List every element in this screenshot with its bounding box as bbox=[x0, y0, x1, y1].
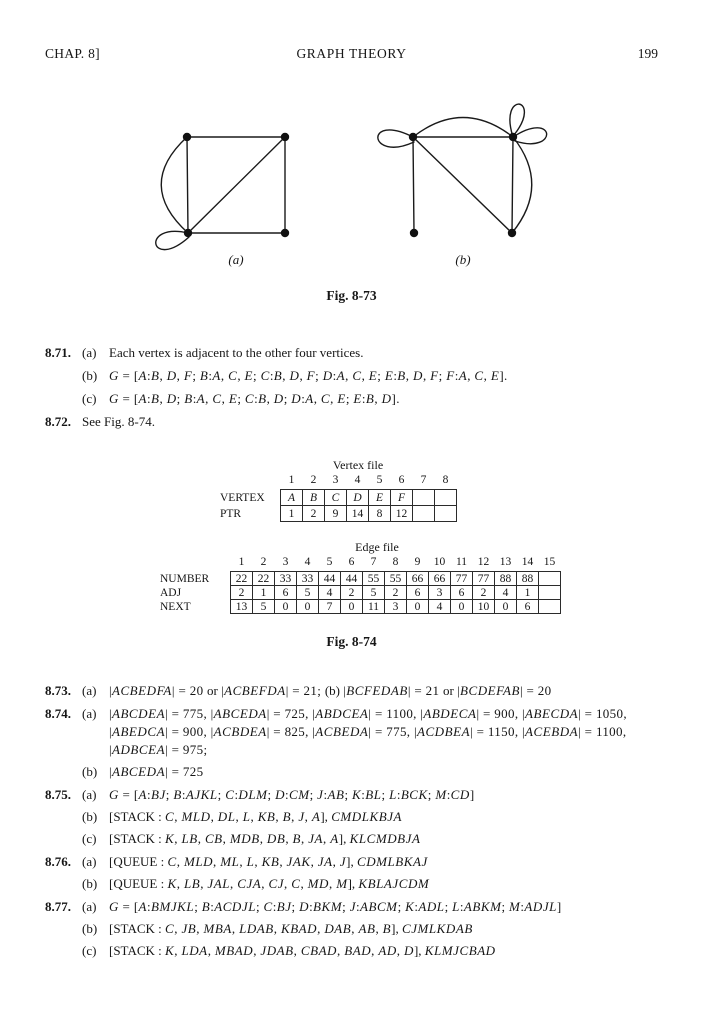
table-cell: 3 bbox=[385, 600, 407, 614]
table-corner bbox=[150, 556, 231, 572]
part-label: (c) bbox=[82, 391, 97, 406]
table-cell: 9 bbox=[325, 506, 347, 522]
roman-text: ], bbox=[320, 809, 332, 824]
roman-text: [STACK : bbox=[109, 809, 166, 824]
table-cell: 4 bbox=[495, 586, 517, 600]
column-index: 1 bbox=[238, 556, 245, 568]
problem-number: 8.76. bbox=[45, 854, 71, 869]
table-cell bbox=[413, 506, 435, 522]
math-text: |BCDEFAB| = 20 bbox=[457, 683, 552, 698]
table-cell: 77 bbox=[451, 572, 473, 586]
roman-text: ], bbox=[413, 943, 425, 958]
column-index: 11 bbox=[455, 556, 468, 568]
math-text: C, MLD, ML, L, KB, JAK, JA, J bbox=[167, 854, 347, 869]
answer-text bbox=[82, 808, 667, 826]
math-text: K, LDA, MBAD, JDAB, CBAD, BAD, AD, D bbox=[165, 943, 414, 958]
table-cell: 66 bbox=[429, 572, 451, 586]
table-cell bbox=[413, 490, 435, 506]
problem-number bbox=[45, 875, 82, 893]
part-label: (a) bbox=[82, 683, 97, 698]
table-cell: 5 bbox=[363, 586, 385, 600]
problem-number bbox=[45, 808, 82, 826]
answer-text bbox=[82, 763, 667, 781]
roman-text: ], bbox=[338, 831, 350, 846]
table-cell: 44 bbox=[341, 572, 363, 586]
answer-item bbox=[45, 705, 667, 781]
table-cell: 0 bbox=[275, 600, 297, 614]
column-index: 2 bbox=[310, 474, 317, 486]
math-text: |BCFEDAB| = 21 bbox=[343, 683, 443, 698]
column-index: 7 bbox=[370, 556, 377, 568]
table-cell: 0 bbox=[451, 600, 473, 614]
roman-text: ], bbox=[347, 876, 359, 891]
math-text: |ACBEFDA| = 21; bbox=[221, 683, 325, 698]
parallel-edge-top bbox=[413, 118, 513, 138]
problem-number bbox=[45, 367, 82, 384]
column-index: 1 bbox=[288, 474, 295, 486]
table-cell: 6 bbox=[451, 586, 473, 600]
table-cell: 5 bbox=[253, 600, 275, 614]
math-text: CDMLBKAJ bbox=[356, 854, 428, 869]
table-cell: 5 bbox=[297, 586, 319, 600]
math-text: CJMLKDAB bbox=[401, 921, 473, 936]
parallel-edge bbox=[161, 137, 188, 233]
table-cell: 0 bbox=[297, 600, 319, 614]
table-cell: 44 bbox=[319, 572, 341, 586]
table-cell: 10 bbox=[473, 600, 495, 614]
math-text: G = [A:BJ; B:AJKL; C:DLM; D:CM; J:AB; K:BL; L:BCK; M:CD] bbox=[109, 787, 475, 802]
part-label: (c) bbox=[82, 831, 97, 846]
table-cell: 13 bbox=[231, 600, 253, 614]
table-cell: 4 bbox=[319, 586, 341, 600]
math-text: G = [A:BMJKL; B:ACDJL; C:BJ; D:BKM; J:ABCM; K:ADL; L:ABKM; M:ADJL] bbox=[109, 899, 562, 914]
edge-file-table bbox=[150, 556, 561, 614]
math-text: C, JB, MBA, LDAB, KBAD, DAB, AB, B bbox=[165, 921, 392, 936]
answer-text bbox=[82, 367, 662, 384]
answer-row bbox=[45, 920, 667, 938]
row-label: NEXT bbox=[160, 600, 191, 613]
part-label: (b) bbox=[82, 876, 98, 891]
roman-text: Each vertex is adjacent to the other four vertices. bbox=[109, 345, 364, 360]
table-cell bbox=[539, 572, 561, 586]
table-cell: 1 bbox=[517, 586, 539, 600]
table-cell: 66 bbox=[407, 572, 429, 586]
figure-8-73-graphs bbox=[0, 0, 703, 280]
problem-number bbox=[45, 830, 82, 848]
math-text: |ABCDEA| = 775, |ABCEDA| = 725, |ABDCEA| = 1100, |ABDECA| = 900, |ABECDA| = 1050, |ABEDCA| = 900, |ACBDEA| = 825, |ACBEDA| = 775, |ACDBEA| = 1150, |ACEBDA| = 1100, |ADBCEA| = 975; bbox=[109, 706, 627, 757]
table-cell: 88 bbox=[517, 572, 539, 586]
answer-row bbox=[45, 682, 667, 700]
table-cell bbox=[435, 490, 457, 506]
answer-row bbox=[45, 898, 667, 916]
table-cell: 12 bbox=[391, 506, 413, 522]
column-index: 14 bbox=[521, 556, 534, 568]
table-cell: 0 bbox=[495, 600, 517, 614]
problem-number: 8.74. bbox=[45, 706, 71, 721]
answer-item bbox=[45, 682, 667, 700]
table-row bbox=[150, 586, 561, 600]
table-cell: 77 bbox=[473, 572, 495, 586]
answer-row bbox=[45, 942, 667, 960]
table-cell: 2 bbox=[473, 586, 495, 600]
answer-text bbox=[82, 942, 667, 960]
table-cell: E bbox=[369, 490, 391, 506]
math-text: K, LB, JAL, CJA, CJ, C, MD, M bbox=[167, 876, 348, 891]
table-row bbox=[218, 490, 457, 506]
math-text: |ABCEDA| = 725 bbox=[109, 764, 204, 779]
answer-row bbox=[45, 413, 662, 430]
answer-row bbox=[45, 705, 667, 759]
answer-item bbox=[45, 344, 662, 407]
table-cell bbox=[539, 600, 561, 614]
roman-text: [STACK : bbox=[109, 943, 166, 958]
answers-block-top bbox=[45, 344, 662, 436]
row-label: VERTEX bbox=[220, 491, 265, 504]
page-number: 199 bbox=[637, 46, 658, 61]
part-label: (a) bbox=[82, 787, 97, 802]
math-text: KBLAJCDM bbox=[358, 876, 430, 891]
answer-text bbox=[82, 705, 667, 759]
table-cell: 22 bbox=[253, 572, 275, 586]
math-text: G = [A:B, D, F; B:A, C, E; C:B, D, F; D:A, C, E; E:B, D, F; F:A, C, E]. bbox=[109, 368, 508, 383]
problem-number: 8.72. bbox=[45, 414, 71, 429]
answer-row bbox=[45, 344, 662, 361]
table-cell: 8 bbox=[369, 506, 391, 522]
table-cell: 3 bbox=[429, 586, 451, 600]
answer-row bbox=[45, 808, 667, 826]
column-index: 7 bbox=[420, 474, 427, 486]
table-cell: 6 bbox=[275, 586, 297, 600]
problem-number: 8.71. bbox=[45, 345, 71, 360]
answer-item bbox=[45, 853, 667, 893]
problem-number bbox=[45, 390, 82, 407]
column-index: 6 bbox=[398, 474, 405, 486]
part-label: (a) bbox=[82, 706, 97, 721]
figure-8-74-caption: Fig. 8-74 bbox=[326, 634, 377, 649]
table-cell: 88 bbox=[495, 572, 517, 586]
column-index: 5 bbox=[326, 556, 333, 568]
table-row bbox=[218, 506, 457, 522]
graph-a-label: (a) bbox=[228, 252, 244, 267]
roman-text: (b) bbox=[324, 683, 344, 698]
table-row bbox=[150, 572, 561, 586]
roman-text: ], bbox=[391, 921, 402, 936]
graph-a bbox=[156, 133, 289, 250]
part-label: (a) bbox=[82, 854, 97, 869]
roman-text: [QUEUE : bbox=[109, 854, 168, 869]
math-text: G = [A:B, D; B:A, C, E; C:B, D; D:A, C, E; E:B, D]. bbox=[109, 391, 400, 406]
math-text: C, MLD, DL, L, KB, B, J, A bbox=[165, 809, 321, 824]
math-text: K, LB, CB, MDB, DB, B, JA, A bbox=[165, 831, 339, 846]
table-cell: 4 bbox=[429, 600, 451, 614]
table-cell: B bbox=[303, 490, 325, 506]
table-cell: 55 bbox=[385, 572, 407, 586]
answer-row bbox=[45, 763, 667, 781]
running-title: GRAPH THEORY bbox=[296, 46, 407, 61]
roman-text: or bbox=[207, 683, 222, 698]
answer-item bbox=[45, 786, 667, 848]
answer-text bbox=[82, 898, 667, 916]
math-text: KLCMDBJA bbox=[349, 831, 421, 846]
part-label: (b) bbox=[82, 368, 98, 383]
roman-text: or bbox=[442, 683, 458, 698]
vertex-file-table bbox=[218, 474, 457, 522]
table-cell: 2 bbox=[385, 586, 407, 600]
column-index: 4 bbox=[304, 556, 311, 568]
roman-text: [QUEUE : bbox=[109, 876, 168, 891]
table-cell bbox=[539, 586, 561, 600]
vertex-file-block bbox=[218, 458, 457, 522]
row-label: NUMBER bbox=[160, 572, 210, 585]
part-label: (a) bbox=[82, 899, 97, 914]
row-label: ADJ bbox=[160, 586, 182, 599]
table-cell: A bbox=[281, 490, 303, 506]
table-cell: 7 bbox=[319, 600, 341, 614]
part-label: (a) bbox=[82, 345, 97, 360]
table-cell: 11 bbox=[363, 600, 385, 614]
column-index: 4 bbox=[354, 474, 361, 486]
column-index: 3 bbox=[282, 556, 289, 568]
column-index: 5 bbox=[376, 474, 383, 486]
table-cell: 2 bbox=[231, 586, 253, 600]
table-cell: 1 bbox=[253, 586, 275, 600]
table-cell: 6 bbox=[407, 586, 429, 600]
answer-text bbox=[82, 875, 667, 893]
math-text: KLMJCBAD bbox=[424, 943, 496, 958]
column-index: 13 bbox=[499, 556, 512, 568]
table-row bbox=[150, 600, 561, 614]
table-cell: C bbox=[325, 490, 347, 506]
self-loop-left bbox=[378, 130, 414, 147]
edge-file-block bbox=[150, 540, 561, 614]
roman-text: ], bbox=[346, 854, 357, 869]
problem-number: 8.77. bbox=[45, 899, 71, 914]
table-cell: F bbox=[391, 490, 413, 506]
problem-number bbox=[45, 942, 82, 960]
answer-row bbox=[45, 786, 667, 804]
table-cell: 0 bbox=[341, 600, 363, 614]
roman-text: [STACK : bbox=[109, 831, 166, 846]
column-index: 6 bbox=[348, 556, 355, 568]
column-index: 10 bbox=[433, 556, 446, 568]
answer-text bbox=[82, 390, 662, 407]
table-cell: 33 bbox=[297, 572, 319, 586]
column-index: 15 bbox=[543, 556, 556, 568]
table-cell: 55 bbox=[363, 572, 385, 586]
column-index: 8 bbox=[392, 556, 399, 568]
table-cell: 33 bbox=[275, 572, 297, 586]
answer-row bbox=[45, 367, 662, 384]
problem-number: 8.73. bbox=[45, 683, 71, 698]
answer-row bbox=[45, 853, 667, 871]
answer-text bbox=[82, 830, 667, 848]
table-cell: 2 bbox=[341, 586, 363, 600]
chapter-label: CHAP. 8] bbox=[45, 46, 100, 61]
answer-text bbox=[82, 920, 667, 938]
answer-text bbox=[82, 853, 667, 871]
table-cell: 2 bbox=[303, 506, 325, 522]
table-cell bbox=[435, 506, 457, 522]
roman-text: See Fig. 8-74. bbox=[82, 414, 155, 429]
column-index: 2 bbox=[260, 556, 267, 568]
table-cell: 22 bbox=[231, 572, 253, 586]
table-corner bbox=[218, 474, 281, 490]
figure-8-73-caption: Fig. 8-73 bbox=[326, 288, 377, 303]
answer-row bbox=[45, 875, 667, 893]
answer-item bbox=[45, 898, 667, 960]
table-cell: 14 bbox=[347, 506, 369, 522]
column-index: 12 bbox=[477, 556, 490, 568]
answer-text bbox=[82, 413, 662, 430]
answer-text bbox=[82, 786, 667, 804]
part-label: (b) bbox=[82, 764, 98, 779]
part-label: (c) bbox=[82, 943, 97, 958]
answer-row bbox=[45, 390, 662, 407]
problem-number bbox=[45, 920, 82, 938]
graph-b-label: (b) bbox=[455, 252, 471, 267]
problem-number bbox=[45, 763, 82, 781]
column-index: 9 bbox=[414, 556, 421, 568]
roman-text: [STACK : bbox=[109, 921, 166, 936]
part-label: (b) bbox=[82, 809, 98, 824]
answers-block-bottom bbox=[45, 682, 667, 965]
edge-file-title: Edge file bbox=[355, 540, 399, 554]
part-label: (b) bbox=[82, 921, 98, 936]
answer-text bbox=[82, 682, 667, 700]
column-index: 8 bbox=[442, 474, 449, 486]
answer-item bbox=[45, 413, 662, 430]
parallel-edge-right bbox=[512, 137, 532, 233]
answer-row bbox=[45, 830, 667, 848]
table-cell: D bbox=[347, 490, 369, 506]
math-text: |ACBEDFA| = 20 bbox=[109, 683, 208, 698]
table-cell: 1 bbox=[281, 506, 303, 522]
table-cell: 0 bbox=[407, 600, 429, 614]
problem-number: 8.75. bbox=[45, 787, 71, 802]
math-text: CMDLKBJA bbox=[331, 809, 403, 824]
answer-text bbox=[82, 344, 662, 361]
column-index: 3 bbox=[332, 474, 339, 486]
graph-b bbox=[378, 104, 547, 237]
row-label: PTR bbox=[220, 507, 242, 520]
vertex-file-title: Vertex file bbox=[332, 458, 384, 472]
table-cell: 6 bbox=[517, 600, 539, 614]
